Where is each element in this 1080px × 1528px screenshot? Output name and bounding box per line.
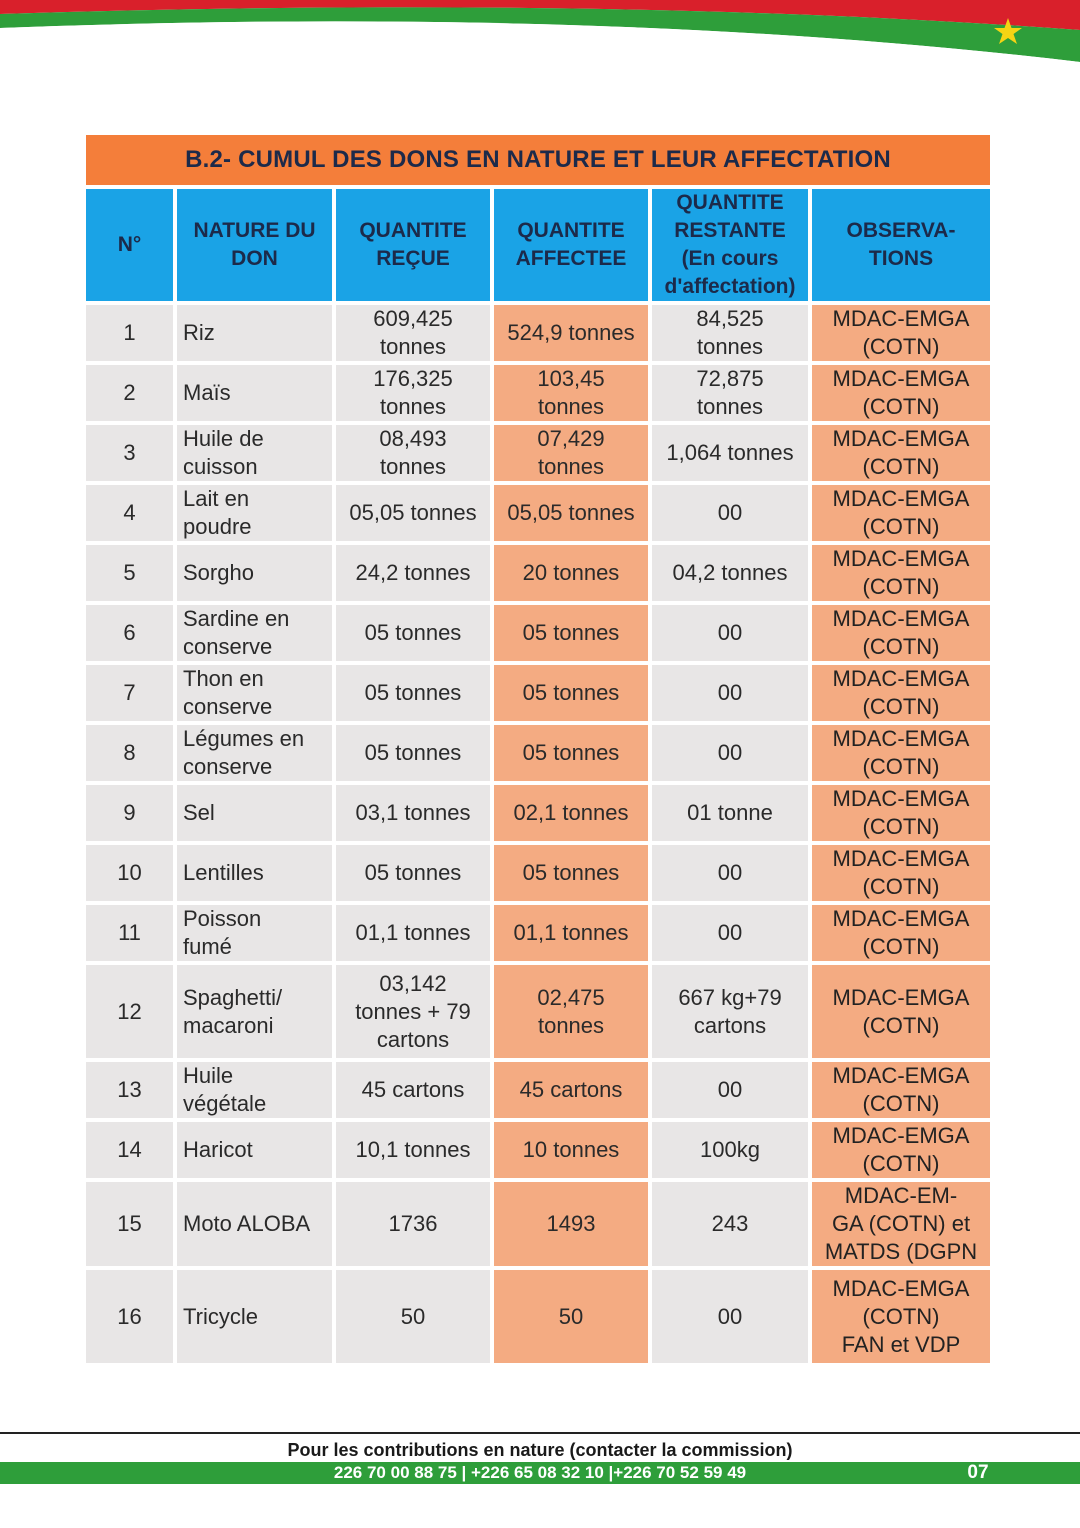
cell-num-text: 2 [123, 380, 136, 405]
cell-nature-line: Poisson [183, 906, 262, 931]
table-row [86, 1270, 990, 1363]
cell-num [86, 965, 173, 1058]
cell-quantite-recue-line: 03,142 [379, 970, 447, 996]
cell-quantite-restante-line: 00 [717, 620, 743, 645]
cell-quantite-restante-line: 00 [717, 680, 743, 705]
cell-nature-line: macaroni [183, 1012, 274, 1038]
cell-nature [177, 485, 332, 541]
cell-nature-line: Tricycle [183, 1303, 258, 1329]
cell-quantite-affectee [494, 605, 648, 661]
cell-quantite-affectee [494, 785, 648, 841]
cell-nature [177, 545, 332, 601]
cell-quantite-recue [336, 1270, 490, 1363]
header-quantite-restante: QUANTITE RESTANTE (En cours d'affectation) [652, 189, 808, 301]
cell-observations-line: (COTN) [862, 334, 940, 359]
cell-observations-line: (COTN) [862, 1091, 940, 1116]
cell-quantite-restante [652, 545, 808, 601]
table-row [86, 905, 990, 961]
cell-num-text: 9 [123, 800, 136, 825]
cell-quantite-restante-line: 84,525 [696, 306, 764, 331]
table-row [86, 665, 990, 721]
cell-observations [812, 1182, 990, 1266]
cell-num [86, 485, 173, 541]
cell-num [86, 845, 173, 901]
cell-quantite-restante-line: 00 [717, 1303, 743, 1329]
cell-num [86, 665, 173, 721]
cell-quantite-affectee-line: 45 cartons [519, 1077, 623, 1102]
table-row [86, 305, 990, 361]
cell-observations-line: (COTN) [862, 754, 940, 779]
cell-num-text: 15 [117, 1211, 142, 1236]
cell-quantite-restante [652, 305, 808, 361]
cell-quantite-restante-line: 667 kg+79 [678, 984, 782, 1010]
cell-nature-line: Maïs [183, 380, 231, 405]
cell-observations-line: MDAC-EMGA [832, 786, 970, 811]
cell-quantite-restante [652, 905, 808, 961]
cell-num [86, 1122, 173, 1178]
cell-quantite-recue [336, 1062, 490, 1118]
cell-nature-line: Riz [183, 320, 215, 345]
cell-num [86, 545, 173, 601]
cell-observations-line: MATDS (DGPN [824, 1239, 978, 1264]
cell-quantite-affectee-line: tonnes [537, 1012, 605, 1038]
cell-observations-line: MDAC-EMGA [832, 306, 970, 331]
cell-nature-line: cuisson [183, 454, 258, 479]
cell-num-text: 16 [117, 1303, 142, 1329]
cell-nature-line: Moto ALOBA [183, 1211, 311, 1236]
cell-quantite-affectee-line: 1493 [546, 1211, 596, 1236]
cell-observations [812, 785, 990, 841]
cell-quantite-affectee [494, 365, 648, 421]
cell-quantite-restante-line: tonnes [696, 334, 764, 359]
cell-nature-line: Spaghetti/ [183, 984, 283, 1010]
footer-contact-text: Pour les contributions en nature (contacter la commission) [287, 1440, 793, 1460]
cell-quantite-restante-line: 04,2 tonnes [672, 560, 788, 585]
cell-num-text: 5 [123, 560, 136, 585]
cell-quantite-restante-line: 01 tonne [687, 800, 773, 825]
cell-quantite-affectee-line: 10 tonnes [522, 1137, 620, 1162]
cell-nature-line: Huile de [183, 426, 264, 451]
cell-quantite-recue-line: 01,1 tonnes [355, 920, 471, 945]
cell-observations-line: MDAC-EMGA [832, 606, 970, 631]
cell-nature-line: conserve [183, 754, 273, 779]
cell-quantite-recue-line: tonnes [379, 334, 447, 359]
cell-observations-line: MDAC-EMGA [832, 1275, 970, 1301]
cell-quantite-restante [652, 785, 808, 841]
cell-quantite-affectee-line: 01,1 tonnes [513, 920, 629, 945]
cell-nature-line: Sel [183, 800, 215, 825]
cell-quantite-restante-line: 72,875 [696, 366, 764, 391]
cell-quantite-recue-line: 24,2 tonnes [355, 560, 471, 585]
cell-quantite-recue-line: tonnes [379, 394, 447, 419]
cell-quantite-recue [336, 785, 490, 841]
cell-nature-line: Thon en [183, 666, 264, 691]
cell-quantite-restante-line: 00 [717, 860, 743, 885]
header-quantite-recue: QUANTITE REÇUE [336, 189, 490, 301]
table-row [86, 1062, 990, 1118]
cell-observations-line: MDAC-EMGA [832, 1123, 970, 1148]
cell-nature [177, 665, 332, 721]
cell-nature-line: Haricot [183, 1137, 253, 1162]
cell-observations [812, 725, 990, 781]
cell-quantite-restante [652, 365, 808, 421]
cell-observations-line: MDAC-EMGA [832, 726, 970, 751]
table-row [86, 605, 990, 661]
cell-quantite-affectee-line: 07,429 [537, 426, 605, 451]
cell-quantite-recue [336, 665, 490, 721]
cell-num-text: 11 [118, 920, 141, 945]
cell-nature-line: Lait en [183, 486, 250, 511]
cell-quantite-restante [652, 725, 808, 781]
cell-nature [177, 1122, 332, 1178]
cell-observations-line: (COTN) [862, 514, 940, 539]
cell-observations-line: MDAC-EMGA [832, 486, 970, 511]
cell-quantite-affectee-line: 02,475 [537, 984, 605, 1010]
cell-num-text: 14 [117, 1137, 142, 1162]
cell-nature [177, 305, 332, 361]
cell-quantite-recue [336, 725, 490, 781]
header-num: N° [86, 189, 173, 301]
cell-quantite-affectee [494, 485, 648, 541]
cell-quantite-affectee-line: 05 tonnes [522, 860, 620, 885]
cell-observations [812, 425, 990, 481]
cell-num [86, 725, 173, 781]
cell-observations-line: (COTN) [862, 934, 940, 959]
cell-quantite-recue [336, 305, 490, 361]
cell-quantite-recue [336, 365, 490, 421]
cell-nature-line: Sorgho [183, 560, 254, 585]
cell-quantite-recue [336, 1122, 490, 1178]
cell-observations [812, 365, 990, 421]
cell-quantite-restante [652, 605, 808, 661]
cell-nature [177, 905, 332, 961]
cell-quantite-recue [336, 965, 490, 1058]
cell-observations-line: (COTN) [862, 1012, 940, 1038]
cell-observations [812, 305, 990, 361]
cell-quantite-affectee [494, 1062, 648, 1118]
cell-quantite-recue-line: tonnes [379, 454, 447, 479]
table-row [86, 845, 990, 901]
cell-num-text: 8 [123, 740, 136, 765]
cell-quantite-affectee-line: 103,45 [537, 366, 605, 391]
cell-quantite-restante-line: 00 [717, 740, 743, 765]
cell-observations [812, 905, 990, 961]
cell-nature [177, 605, 332, 661]
cell-num [86, 365, 173, 421]
cell-quantite-restante [652, 665, 808, 721]
cell-quantite-recue [336, 485, 490, 541]
cell-num [86, 605, 173, 661]
cell-quantite-recue-line: 03,1 tonnes [355, 800, 471, 825]
cell-observations-line: (COTN) [862, 1151, 940, 1176]
cell-nature-line: conserve [183, 694, 273, 719]
cell-quantite-recue-line: 05 tonnes [364, 740, 462, 765]
table-row [86, 725, 990, 781]
cell-quantite-affectee-line: tonnes [537, 454, 605, 479]
cell-num-text: 10 [117, 860, 142, 885]
cell-observations-line: (COTN) [862, 814, 940, 839]
cell-quantite-affectee-line: 524,9 tonnes [507, 320, 635, 345]
cell-nature-line: Huile [183, 1063, 234, 1088]
cell-nature-line: Lentilles [183, 860, 264, 885]
cell-observations-line: MDAC-EM- [844, 1183, 958, 1208]
cell-quantite-affectee-line: 50 [558, 1303, 584, 1329]
cell-quantite-affectee-line: 02,1 tonnes [513, 800, 629, 825]
cell-quantite-recue-line: 08,493 [379, 426, 447, 451]
cell-num-text: 13 [117, 1077, 142, 1102]
cell-quantite-restante [652, 485, 808, 541]
footer-divider [0, 1432, 1080, 1434]
cell-observations [812, 485, 990, 541]
cell-nature [177, 365, 332, 421]
cell-observations-line: MDAC-EMGA [832, 984, 970, 1010]
cell-quantite-restante-line: 243 [711, 1211, 749, 1236]
header-nature: NATURE DU DON [177, 189, 332, 301]
table-header-row [86, 189, 990, 301]
cell-observations-line: (COTN) [862, 634, 940, 659]
cell-quantite-restante [652, 965, 808, 1058]
cell-quantite-restante [652, 1182, 808, 1266]
cell-quantite-restante-line: 1,064 tonnes [666, 440, 794, 465]
table-body [86, 305, 990, 1363]
table-row [86, 485, 990, 541]
cell-nature [177, 965, 332, 1058]
cell-nature-line: poudre [183, 514, 252, 539]
cell-quantite-recue [336, 845, 490, 901]
cell-quantite-recue-line: 45 cartons [361, 1077, 465, 1102]
cell-nature [177, 1182, 332, 1266]
cell-quantite-affectee-line: 20 tonnes [522, 560, 620, 585]
cell-quantite-recue-line: 05 tonnes [364, 860, 462, 885]
cell-nature-line: végétale [183, 1091, 267, 1116]
cell-quantite-recue-line: tonnes + 79 [355, 998, 471, 1024]
cell-quantite-affectee [494, 305, 648, 361]
table-row [86, 1122, 990, 1178]
footer-phone-numbers: 226 70 00 88 75 | +226 65 08 32 10 |+226 70 52 59 49 [333, 1463, 747, 1482]
table-row [86, 365, 990, 421]
cell-quantite-restante [652, 425, 808, 481]
cell-quantite-recue [336, 545, 490, 601]
cell-observations [812, 845, 990, 901]
header-quantite-affectee: QUANTITE AFFECTEE [494, 189, 648, 301]
table-title: B.2- CUMUL DES DONS EN NATURE ET LEUR AFFECTATION [86, 135, 990, 185]
cell-quantite-recue-line: 609,425 [373, 306, 453, 331]
cell-quantite-affectee [494, 905, 648, 961]
cell-observations-line: MDAC-EMGA [832, 546, 970, 571]
cell-observations-line: GA (COTN) et [831, 1211, 971, 1236]
cell-num [86, 425, 173, 481]
table-row [86, 545, 990, 601]
cell-num [86, 305, 173, 361]
cell-quantite-restante [652, 1270, 808, 1363]
cell-nature-line: Légumes en [183, 726, 305, 751]
cell-quantite-recue [336, 905, 490, 961]
cell-quantite-restante [652, 1062, 808, 1118]
cell-observations [812, 1270, 990, 1363]
cell-num [86, 1270, 173, 1363]
cell-nature [177, 1062, 332, 1118]
cell-quantite-restante-line: cartons [693, 1012, 767, 1038]
cell-observations-line: (COTN) [862, 574, 940, 599]
cell-quantite-restante-line: 00 [717, 500, 743, 525]
cell-quantite-restante-line: 00 [717, 920, 743, 945]
cell-num-text: 1 [123, 320, 136, 345]
cell-observations-line: MDAC-EMGA [832, 906, 970, 931]
cell-quantite-affectee-line: 05,05 tonnes [507, 500, 635, 525]
cell-observations [812, 545, 990, 601]
cell-nature [177, 845, 332, 901]
cell-quantite-recue-line: 10,1 tonnes [355, 1137, 471, 1162]
cell-nature-line: Sardine en [183, 606, 290, 631]
cell-observations-line: (COTN) [862, 694, 940, 719]
cell-num [86, 905, 173, 961]
cell-quantite-recue-line: 05 tonnes [364, 620, 462, 645]
cell-quantite-recue-line: 1736 [388, 1211, 438, 1236]
cell-observations-line: (COTN) [862, 874, 940, 899]
cell-num-text: 4 [123, 500, 136, 525]
cell-quantite-affectee-line: 05 tonnes [522, 680, 620, 705]
cell-observations-line: MDAC-EMGA [832, 1063, 970, 1088]
cell-observations-line: (COTN) [862, 454, 940, 479]
cell-nature-line: fumé [183, 934, 232, 959]
cell-quantite-recue [336, 425, 490, 481]
cell-num-text: 7 [123, 680, 136, 705]
cell-quantite-affectee [494, 725, 648, 781]
cell-num-text: 12 [117, 998, 142, 1024]
cell-num-text: 6 [123, 620, 136, 645]
cell-quantite-affectee [494, 1122, 648, 1178]
cell-quantite-affectee [494, 1182, 648, 1266]
cell-observations-line: MDAC-EMGA [832, 666, 970, 691]
cell-observations [812, 1122, 990, 1178]
table-row [86, 785, 990, 841]
cell-quantite-recue [336, 605, 490, 661]
cell-nature [177, 1270, 332, 1363]
page-number: 07 [967, 1462, 989, 1483]
cell-observations-line: FAN et VDP [841, 1331, 961, 1357]
cell-nature-line: conserve [183, 634, 273, 659]
cell-quantite-affectee [494, 665, 648, 721]
table-row [86, 1182, 990, 1266]
cell-nature [177, 425, 332, 481]
cell-observations-line: MDAC-EMGA [832, 366, 970, 391]
cell-num [86, 1182, 173, 1266]
cell-quantite-affectee-line: tonnes [537, 394, 605, 419]
cell-quantite-restante-line: 00 [717, 1077, 743, 1102]
table-row [86, 965, 990, 1058]
cell-quantite-affectee [494, 425, 648, 481]
cell-quantite-recue-line: cartons [376, 1026, 450, 1052]
cell-nature [177, 725, 332, 781]
header-observations: OBSERVA- TIONS [812, 189, 990, 301]
cell-quantite-recue [336, 1182, 490, 1266]
cell-quantite-recue-line: 05,05 tonnes [349, 500, 477, 525]
cell-observations [812, 1062, 990, 1118]
cell-quantite-affectee [494, 545, 648, 601]
cell-quantite-recue-line: 50 [400, 1303, 426, 1329]
cell-quantite-affectee [494, 845, 648, 901]
cell-quantite-restante-line: tonnes [696, 394, 764, 419]
cell-quantite-restante-line: 100kg [700, 1137, 760, 1162]
cell-num [86, 785, 173, 841]
flag-banner [0, 0, 1080, 70]
donations-table-section [86, 135, 990, 1367]
table-row [86, 425, 990, 481]
cell-observations-line: MDAC-EMGA [832, 426, 970, 451]
cell-quantite-affectee-line: 05 tonnes [522, 740, 620, 765]
cell-quantite-recue-line: 05 tonnes [364, 680, 462, 705]
cell-observations [812, 965, 990, 1058]
cell-observations [812, 665, 990, 721]
cell-quantite-affectee [494, 1270, 648, 1363]
cell-quantite-affectee [494, 965, 648, 1058]
cell-quantite-restante [652, 845, 808, 901]
cell-num-text: 3 [123, 440, 136, 465]
cell-observations-line: (COTN) [862, 1303, 940, 1329]
cell-num [86, 1062, 173, 1118]
cell-quantite-affectee-line: 05 tonnes [522, 620, 620, 645]
cell-nature [177, 785, 332, 841]
cell-quantite-recue-line: 176,325 [373, 366, 453, 391]
cell-observations [812, 605, 990, 661]
cell-quantite-restante [652, 1122, 808, 1178]
donations-table [82, 185, 994, 1367]
cell-observations-line: (COTN) [862, 394, 940, 419]
cell-observations-line: MDAC-EMGA [832, 846, 970, 871]
